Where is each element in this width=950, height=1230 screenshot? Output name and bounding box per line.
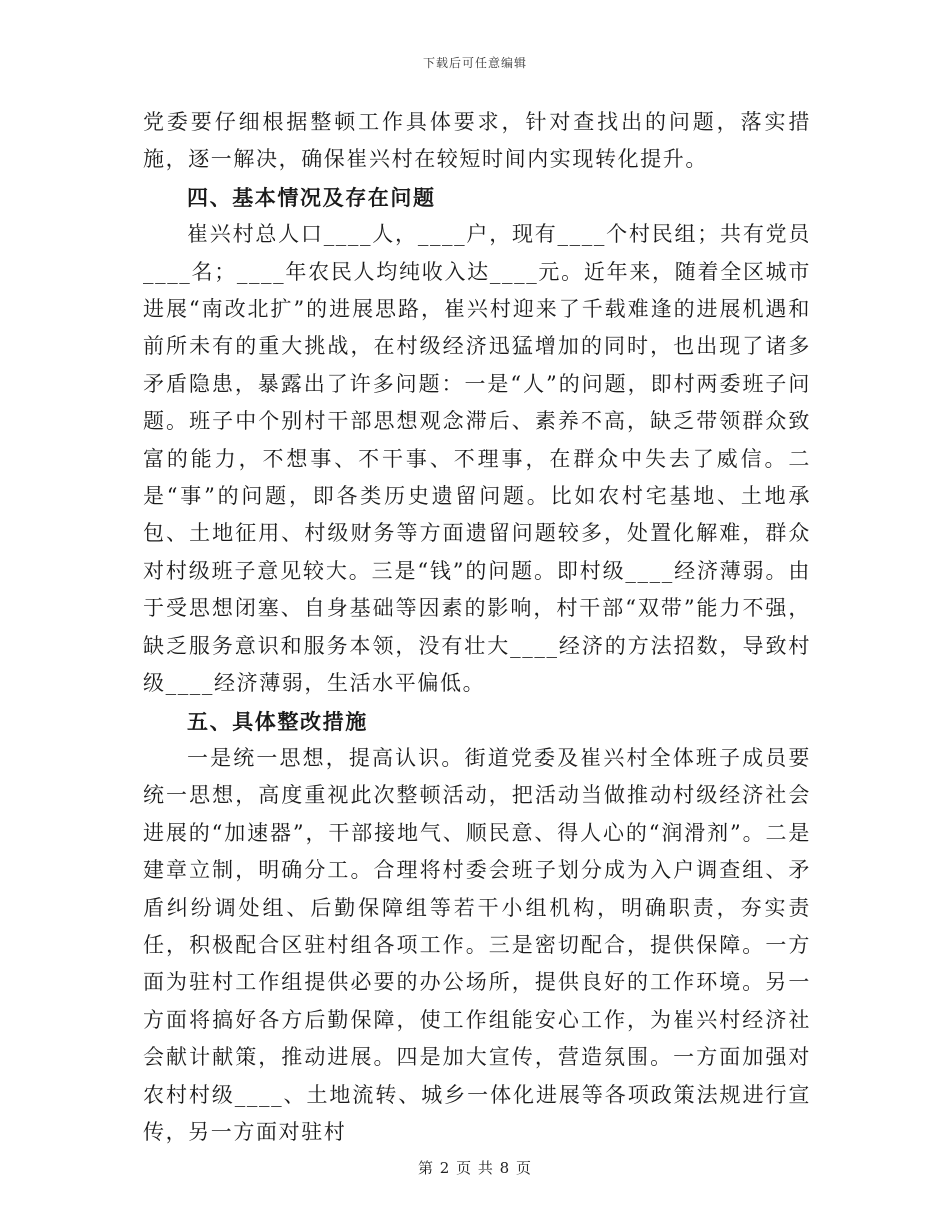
document-body	[143, 104, 811, 1151]
header-note: 下载后可任意编辑	[422, 56, 527, 70]
section-heading-5: 五、具体整改措施	[187, 708, 368, 734]
section-heading-4: 四、基本情况及存在问题	[187, 184, 436, 210]
section-5-paragraph: 一是统一思想，提高认识。街道党委及崔兴村全体班子成员要统一思想，高度重视此次整顿活动，把活动当做推动村级经济社会进展的“加速器”，干部接地气、顺民意、得人心的“润滑剂”。二是建章立制，明确分工。合理将村委会班子划分成为入户调查组、矛盾纠纷调处组、后勤保障组等若干小组机构，明确职责，夯实责任，积极配合区驻村组各项工作。三是密切配合，提供保障。一方面为驻村工作组提供必要的办公场所，提供良好的工作环境。另一方面将搞好各方后勤保障，使工作组能安心工作，为崔兴村经济社会献计献策，推动进展。四是加大宣传，营造氛围。一方面加强对农村村级____、土地流转、城乡一体化进展等各项政策法规进行宣传，另一方面对驻村	[143, 745, 811, 1144]
intro-paragraph: 党委要仔细根据整顿工作具体要求，针对查找出的问题，落实措施，逐一解决，确保崔兴村在较短时间内实现转化提升。	[143, 110, 811, 172]
section-4-paragraph: 崔兴村总人口____人，____户，现有____个村民组；共有党员____名；____年农民人均纯收入达____元。近年来，随着全区城市进展“南改北扩”的进展思路，崔兴村迎来了千载难逢的进展机遇和前所未有的重大挑战，在村级经济迅猛增加的同时，也出现了诸多矛盾隐患，暴露出了许多问题：一是“人”的问题，即村两委班子问题。班子中个别村干部思想观念滞后、素养不高，缺乏带领群众致富的能力，不想事、不干事、不理事，在群众中失去了威信。二是“事”的问题，即各类历史遗留问题。比如农村宅基地、土地承包、土地征用、村级财务等方面遗留问题较多，处置化解难，群众对村级班子意见较大。三是“钱”的问题。即村级____经济薄弱。由于受思想闭塞、自身基础等因素的影响，村干部“双带”能力不强，缺乏服务意识和服务本领，没有壮大____经济的方法招数，导致村级____经济薄弱，生活水平偏低。	[143, 222, 811, 696]
page-number: 第 2 页 共 8 页	[418, 1159, 532, 1177]
